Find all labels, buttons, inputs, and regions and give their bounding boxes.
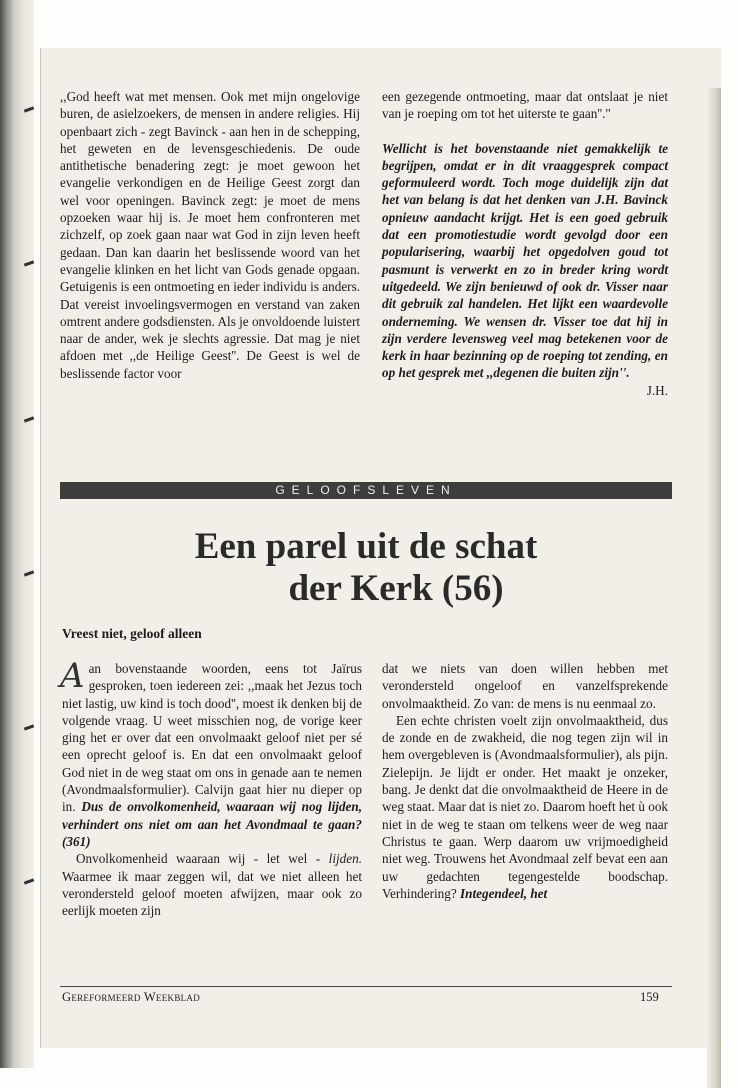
binding-mark	[24, 724, 34, 730]
binding-mark	[24, 570, 34, 576]
bottom-right-column	[382, 660, 668, 902]
binding-mark	[24, 416, 34, 422]
article-paragraph	[60, 656, 362, 850]
article-paragraph	[62, 850, 362, 919]
article-subheading: Vreest niet, geloof alleen	[62, 626, 202, 641]
section-banner: GELOOFSLEVEN	[60, 482, 672, 499]
interview-quote-end: een gezegende ontmoeting, maar dat ontslaat je niet van je roeping om tot het uiterste te gaan''."	[382, 89, 668, 122]
article-paragraph	[382, 712, 668, 902]
top-right-column	[382, 88, 668, 399]
binding-mark	[24, 260, 34, 266]
top-left-column	[60, 88, 360, 382]
paragraph-text: Waarmee ik maar zeggen wil, dat we niet alleen het verondersteld geloof moeten afwijzen, maar ook zo eerlijk moeten zijn	[62, 868, 362, 919]
page-number: 159	[640, 990, 659, 1004]
paragraph-text: Een echte christen voelt zijn onvolmaaktheid, dus de zonde en de zwakheid, die nog tegen zijn wil in hem overgebleven is (Avondmaalsformulier), als pijn. Zielepijn. Je lijdt er onder. Het maakt je onzeker, bang. Je denkt dat die onvolmaaktheid de Heere in de weg staat. Maar dat is niet zo. Daarom hoeft het ù ook niet in de weg te staan om telkens weer de weg naar Christus te gaan. Werp daarom uw vrijmoedigheid niet weg. Trouwens het Avondmaal zelf bevat een aan uw gedachten tegengestelde boodschap. Verhindering?	[382, 712, 669, 901]
footer-divider	[60, 986, 672, 987]
paragraph-text: Onvolkomenheid waaraan wij - let wel -	[76, 851, 321, 867]
article-title	[60, 526, 672, 610]
article-paragraph: dat we niets van doen willen hebben met verondersteld ongeloof en vanzelfsprekende onvolmaaktheid. Zo van: de mens is nu eenmaal zo.	[382, 661, 668, 711]
page-edge	[707, 88, 721, 1088]
question-text: Dus de onvolkomenheid, waaraan wij nog lijden, verhindert ons niet om aan het Avondmaal te gaan? (361)	[62, 799, 362, 849]
binding-mark	[24, 878, 34, 884]
drop-cap: A	[60, 656, 85, 696]
emphasis-text: Integendeel, het	[460, 885, 548, 901]
book-spine	[0, 0, 34, 1068]
title-line-1: Een parel uit de schat	[194, 526, 538, 567]
title-line-2: der Kerk (56)	[288, 568, 504, 609]
author-signature: J.H.	[646, 382, 668, 398]
interview-quote-paragraph: ,,God heeft wat met mensen. Ook met mijn ongelovige buren, de asielzoekers, de mensen in andere religies. Hij openbaart zich - zegt Bavinck - aan hen in de schepping, het geweten en de levensgeschiedenis. De oude antithetische benadering zegt: je moet gewoon het evangelie verkondigen en de Heilige Geest zorgt dan wel voor openingen. Bavinck zegt: je moet de mens opzoeken waar hij is. Je moet hem confronteren met zichzelf, op zoek gaan naar wat God in zijn leven heeft gedaan. Dan kan daarin het beslissende woord van het evangelie klinken en het licht van Gods genade opgaan. Getuigenis is een ontmoeting en ieder individu is anders. Dat vereist invoelingsvermogen en verstand van zaken omtrent andere godsdiensten. Als je onvoldoende luistert naar de ander, wek je slechts agressie. Dat mag je niet afdoen met ,,de Heilige Geest''. De Geest is wel de beslissende factor voor	[60, 89, 360, 381]
publication-name: Gereformeerd Weekblad	[62, 990, 201, 1004]
editorial-commentary: Wellicht is het bovenstaande niet gemakkelijk te begrijpen, omdat er in dit vraaggesprek compact geformuleerd wordt. Toch moge duidelijk zijn dat het van belang is dat het denken van J.H. Bavinck opnieuw aandacht krijgt. Het is een goed gebruik dat een promotiestudie wordt gevolgd door een popularisering, waarbij het opgedolven goud tot pasmunt is verwerkt en zo in breder kring wordt uitgedeeld. We zijn benieuwd of ook dr. Visser naar dit gebruik zal handelen. Het lijkt een waardevolle onderneming. We wensen dr. Visser toe dat hij in zijn verdere levensweg veel mag betekenen voor de kerk in haar bezinning op de roeping tot zending, en op het gesprek met ,,degenen die buiten zijn''.	[382, 140, 668, 381]
bottom-left-column	[60, 656, 363, 919]
paragraph-text: an bovenstaande woorden, eens tot Jaïrus gesproken, toen iedereen zei: ,,maak het Jezus toch niet lastig, uw kind is toch dood'', moest ik denken bij de volgende vraag. U weet misschien nog, de vorige keer ging het er over dat een onvolmaakt geloof niet per sé een oprecht geloof is. En dat een onvolmaakt geloof God niet in de weg staat om ons in genade aan te nemen (Avondmaalsformulier). Calvijn gaat hier nu dieper op in.	[62, 661, 362, 815]
binding-mark	[24, 106, 34, 112]
emphasis-text: lijden.	[328, 851, 363, 867]
